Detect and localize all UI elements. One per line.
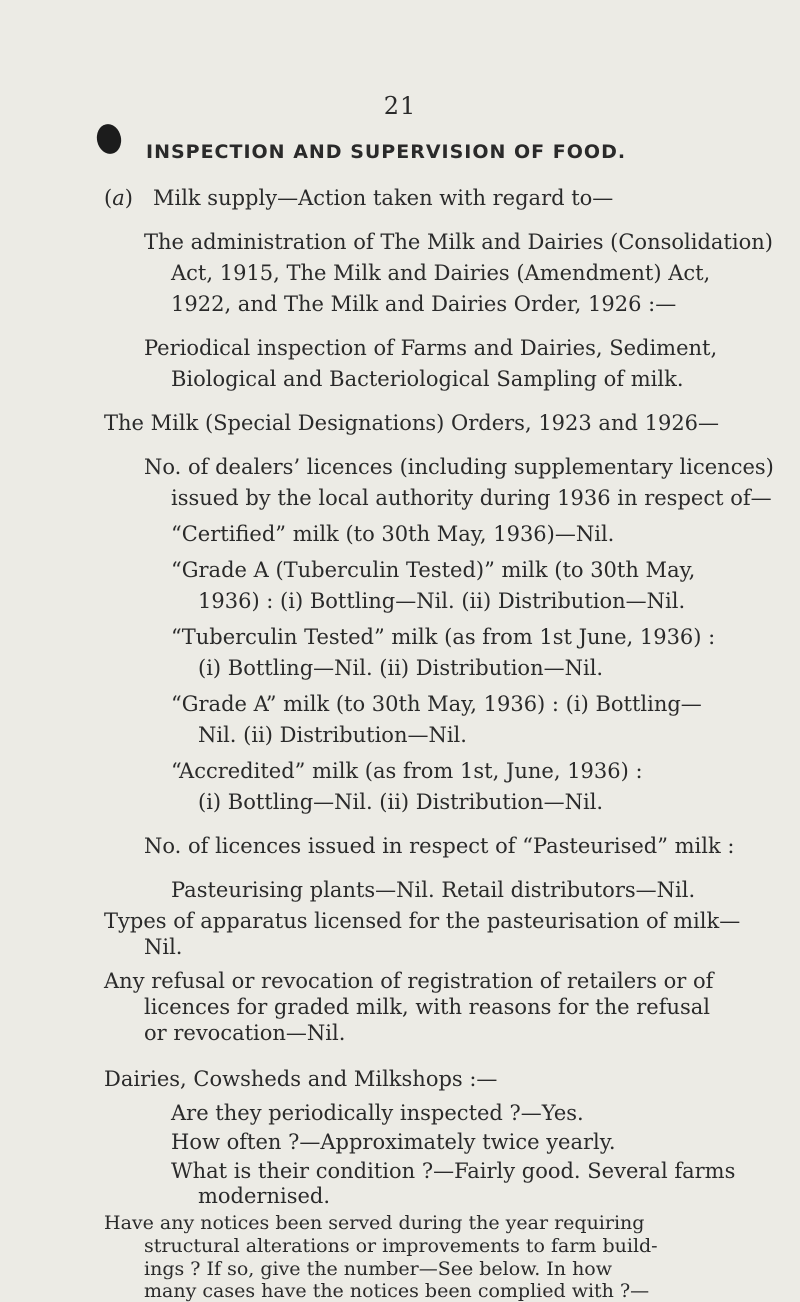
- notices-line-2: structural alterations or improvements to farm build-: [144, 1235, 658, 1257]
- periodical-line-2: Biological and Bacteriological Sampling of milk.: [171, 367, 684, 391]
- notices-line-3: ings ? If so, give the number—See below. In how: [144, 1258, 613, 1280]
- page-heading: INSPECTION AND SUPERVISION OF FOOD.: [146, 141, 627, 163]
- refusal-line-3: or revocation—Nil.: [144, 1021, 346, 1045]
- administration-line-1: The administration of The Milk and Dairies (Consolidation): [144, 230, 773, 254]
- grade-a-line-1: “Grade A” milk (to 30th May, 1936) : (i) Bottling—: [171, 692, 702, 716]
- tuberculin-tested-line-2: (i) Bottling—Nil. (ii) Distribution—Nil.: [198, 656, 604, 680]
- notices-line-4: many cases have the notices been complied with ?—: [144, 1280, 650, 1302]
- administration-line-2: Act, 1915, The Milk and Dairies (Amendment) Act,: [171, 261, 711, 285]
- accredited-line-1: “Accredited” milk (as from 1st, June, 1936) :: [171, 759, 643, 783]
- refusal-line-1: Any refusal or revocation of registration of retailers or of: [104, 969, 714, 993]
- grade-a-tt-line-1: “Grade A (Tuberculin Tested)” milk (to 30th May,: [171, 558, 696, 582]
- grade-a-line-2: Nil. (ii) Distribution—Nil.: [198, 723, 467, 747]
- tuberculin-tested-line-1: “Tuberculin Tested” milk (as from 1st June, 1936) :: [171, 625, 716, 649]
- periodical-line-1: Periodical inspection of Farms and Dairies, Sediment,: [144, 336, 718, 360]
- pasteurised-title: No. of licences issued in respect of “Pasteurised” milk :: [144, 834, 735, 858]
- special-designations-title: The Milk (Special Designations) Orders, 1923 and 1926—: [104, 411, 720, 435]
- dealers-intro-line-1: No. of dealers’ licences (including supplementary licences): [144, 455, 774, 479]
- section-a-title: Milk supply—Action taken with regard to—: [152, 186, 614, 210]
- pasteurised-detail: Pasteurising plants—Nil. Retail distributors—Nil.: [171, 878, 696, 902]
- dairies-condition-line-2: modernised.: [198, 1184, 331, 1208]
- notices-line-1: Have any notices been served during the year requiring: [104, 1212, 645, 1234]
- accredited-line-2: (i) Bottling—Nil. (ii) Distribution—Nil.: [198, 790, 604, 814]
- section-marker: (a): [104, 186, 133, 210]
- apparatus-line-2: Nil.: [144, 935, 183, 959]
- grade-a-tt-line-2: 1936) : (i) Bottling—Nil. (ii) Distribution—Nil.: [198, 589, 686, 613]
- certified-milk-line: “Certified” milk (to 30th May, 1936)—Nil.: [171, 522, 615, 546]
- dairies-condition-line-1: What is their condition ?—Fairly good. Several farms: [171, 1159, 736, 1183]
- page-number: 21: [383, 92, 417, 120]
- dairies-how-often: How often ?—Approximately twice yearly.: [171, 1130, 616, 1154]
- administration-line-3: 1922, and The Milk and Dairies Order, 1926 :—: [171, 292, 677, 316]
- apparatus-line-1: Types of apparatus licensed for the pasteurisation of milk—: [104, 909, 741, 933]
- refusal-line-2: licences for graded milk, with reasons for the refusal: [144, 995, 711, 1019]
- ink-blot-mark: [94, 122, 124, 156]
- dealers-intro-line-2: issued by the local authority during 1936 in respect of—: [171, 486, 772, 510]
- section-a-title-line: [104, 183, 613, 213]
- dairies-title: Dairies, Cowsheds and Milkshops :—: [104, 1067, 498, 1091]
- dairies-inspected: Are they periodically inspected ?—Yes.: [171, 1101, 584, 1125]
